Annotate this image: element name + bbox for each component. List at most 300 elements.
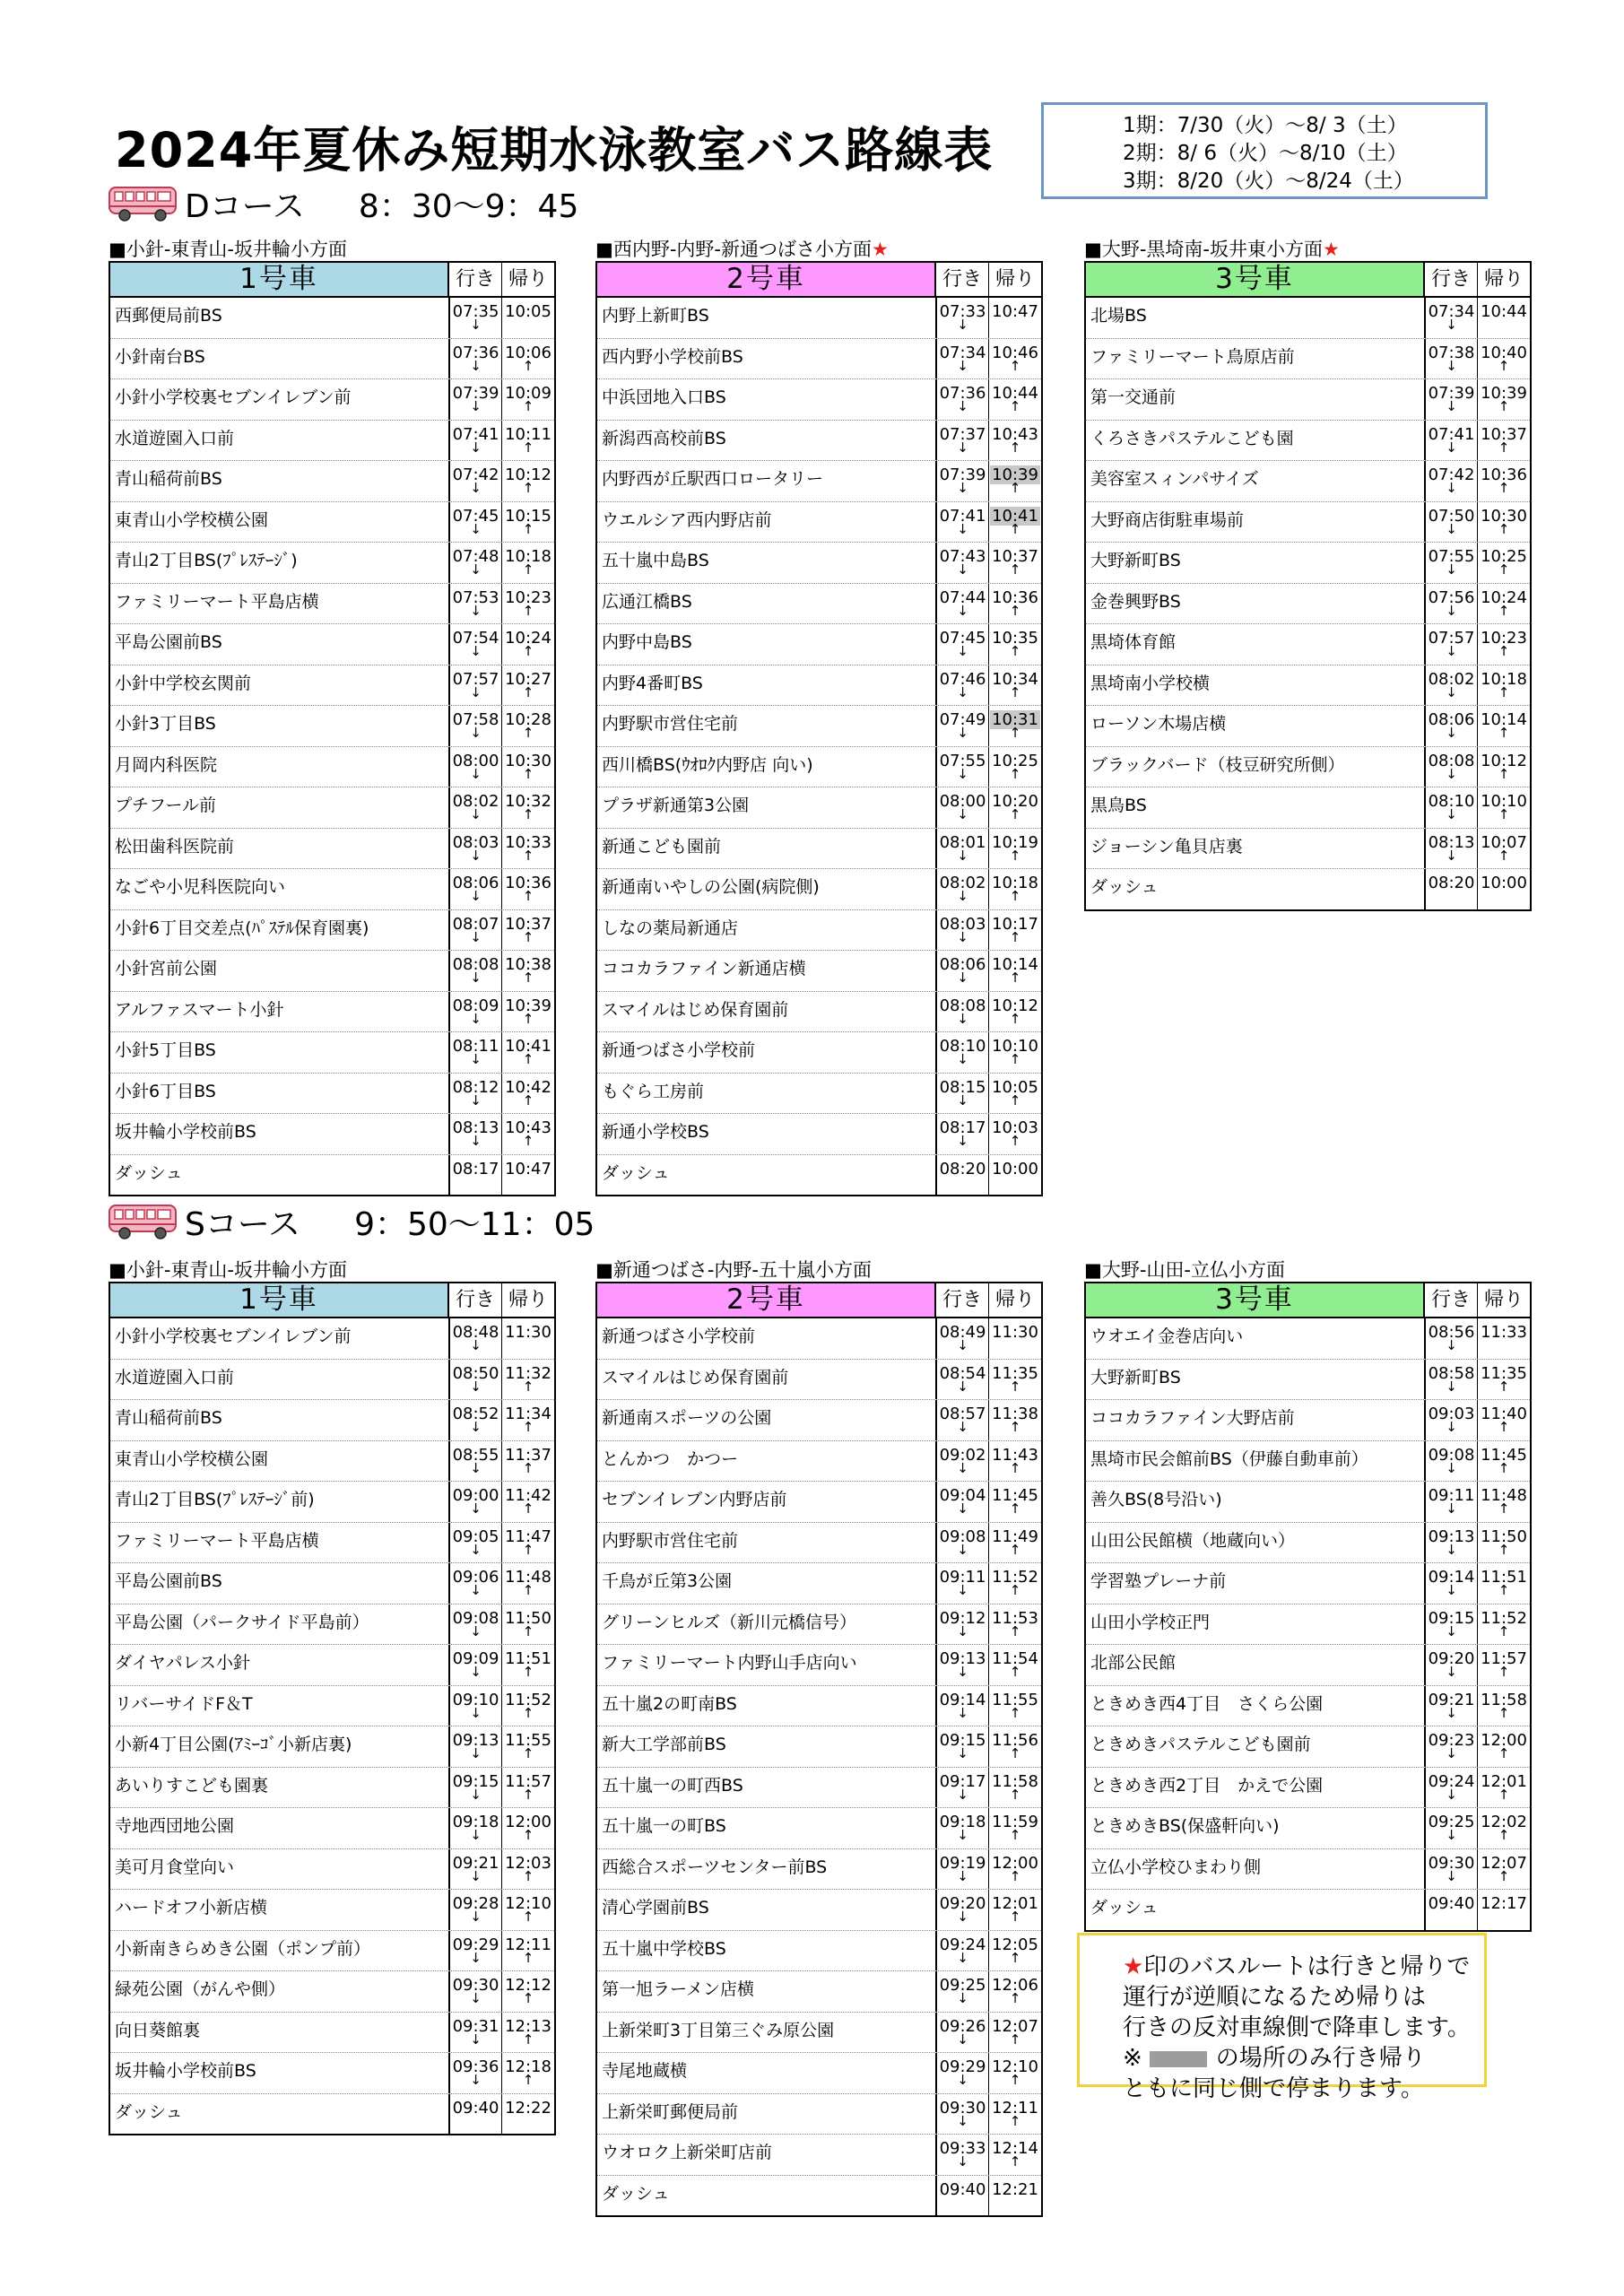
outbound-time: 08:58: [1428, 1363, 1475, 1383]
outbound-header: 行き: [936, 263, 989, 296]
return-time-cell: [989, 1605, 1041, 1645]
return-time: 10:30: [1481, 506, 1527, 526]
outbound-time: 07:45: [452, 506, 499, 526]
arrow-down-icon: ↓: [470, 847, 482, 864]
stop-row: [110, 1931, 554, 1972]
return-time-cell: [1478, 461, 1530, 501]
return-time-cell: [502, 624, 554, 665]
outbound-time: 08:15: [939, 1077, 986, 1097]
outbound-time-cell: [450, 1971, 502, 2012]
return-time: 10:14: [992, 955, 1038, 974]
arrow-down-icon: ↓: [470, 1664, 482, 1680]
return-time: 10:06: [505, 343, 551, 362]
stop-row: [597, 339, 1041, 380]
arrow-up-icon: ↑: [1009, 1664, 1021, 1680]
outbound-time-cell: [937, 1890, 989, 1930]
return-time-cell: [502, 2094, 554, 2135]
arrow-down-icon: ↓: [1446, 398, 1457, 414]
arrow-down-icon: ↓: [957, 520, 968, 537]
outbound-time: 07:57: [1428, 629, 1475, 648]
return-time-cell: [502, 543, 554, 583]
return-time: 12:10: [992, 2057, 1038, 2076]
outbound-time-cell: [450, 1074, 502, 1114]
route-label: [109, 238, 556, 261]
stop-name: 水道遊園入口前: [110, 421, 450, 461]
outbound-time-cell: [450, 421, 502, 461]
arrow-up-icon: ↑: [522, 847, 534, 864]
outbound-time: 07:42: [1428, 465, 1475, 484]
return-time: 10:41: [992, 506, 1038, 526]
outbound-time: 08:20: [1428, 874, 1475, 892]
return-time-cell: [502, 1808, 554, 1848]
outbound-time: 07:45: [939, 629, 986, 648]
stop-row: [110, 421, 554, 462]
bus-column: [109, 1258, 556, 2135]
arrow-down-icon: ↓: [1446, 1337, 1457, 1353]
outbound-time-cell: [1426, 1441, 1478, 1482]
outbound-time: 09:13: [1428, 1526, 1475, 1546]
return-time-cell: [989, 421, 1041, 461]
return-time: 10:31: [992, 710, 1038, 729]
return-time-cell: [1478, 1360, 1530, 1400]
arrow-up-icon: ↑: [1009, 1500, 1021, 1517]
stop-name: 内野駅市営住宅前: [597, 1523, 937, 1563]
return-time: 12:00: [992, 1853, 1038, 1873]
return-time-cell: [989, 1890, 1041, 1930]
stop-name: 新通南いやしの公園(病院側): [597, 869, 937, 909]
stop-row: [597, 1890, 1041, 1931]
outbound-time: 09:29: [452, 1935, 499, 1954]
return-time: 10:44: [992, 384, 1038, 403]
return-time: 12:06: [992, 1976, 1038, 1995]
return-time-cell: [502, 706, 554, 746]
arrow-up-icon: ↑: [1498, 1378, 1510, 1395]
return-time: 10:05: [505, 302, 551, 321]
stop-name: ダッシュ: [1086, 869, 1426, 909]
outbound-time-cell: [450, 951, 502, 991]
return-time: 12:11: [992, 2098, 1038, 2118]
outbound-time: 07:54: [452, 629, 499, 648]
bus-table-header: [597, 1283, 1041, 1318]
return-time-cell: [502, 1400, 554, 1440]
stop-name: ブラックバード（枝豆研究所側）: [1086, 747, 1426, 787]
return-time: 11:40: [1481, 1405, 1527, 1423]
outbound-time-cell: [937, 339, 989, 379]
arrow-down-icon: ↓: [957, 1909, 968, 1925]
arrow-up-icon: ↑: [1009, 602, 1021, 619]
stop-row: [110, 992, 554, 1033]
return-time-cell: [1478, 1605, 1530, 1645]
return-time-cell: [502, 584, 554, 624]
return-time: 12:01: [992, 1894, 1038, 1913]
outbound-time-cell: [450, 1890, 502, 1930]
outbound-time-cell: [937, 2135, 989, 2175]
arrow-down-icon: ↓: [957, 1867, 968, 1884]
period-3: 3期：8/20（火）～8/24（土）: [1123, 170, 1414, 193]
stop-name: ときめき西2丁目 かえで公園: [1086, 1768, 1426, 1808]
stop-name: 西総合スポーツセンター前BS: [597, 1849, 937, 1890]
outbound-time-cell: [450, 1114, 502, 1154]
stop-name: アルファスマート小針: [110, 992, 450, 1032]
outbound-time: 09:14: [1428, 1568, 1475, 1587]
stop-row: [597, 787, 1041, 829]
return-time: 12:01: [1481, 1771, 1527, 1791]
arrow-down-icon: ↓: [957, 928, 968, 945]
stop-name: スマイルはじめ保育園前: [597, 1360, 937, 1400]
outbound-time: 09:15: [452, 1771, 499, 1791]
route-label: [595, 238, 1043, 261]
arrow-down-icon: ↓: [470, 520, 482, 537]
return-time-cell: [502, 665, 554, 706]
arrow-up-icon: ↑: [522, 357, 534, 374]
stop-name: 寺地西団地公園: [110, 1808, 450, 1848]
route-star: ★: [1323, 239, 1340, 260]
outbound-time: 08:13: [452, 1118, 499, 1137]
stop-name: 平島公園前BS: [110, 624, 450, 665]
return-time: 11:43: [992, 1445, 1038, 1465]
outbound-time: 07:43: [939, 547, 986, 566]
stop-row: [597, 298, 1041, 339]
outbound-time-cell: [450, 706, 502, 746]
arrow-down-icon: ↓: [957, 1582, 968, 1598]
return-time-cell: [989, 2176, 1041, 2216]
return-time: 10:36: [505, 874, 551, 892]
arrow-down-icon: ↓: [957, 439, 968, 456]
stop-name: 黒鳥BS: [1086, 787, 1426, 828]
return-time-cell: [502, 1563, 554, 1604]
stop-row: [110, 461, 554, 502]
arrow-up-icon: ↑: [1009, 1949, 1021, 1966]
outbound-header: 行き: [449, 1283, 502, 1317]
outbound-time-cell: [1426, 1605, 1478, 1645]
stop-name: 小針宮前公園: [110, 951, 450, 991]
stop-row: [1086, 1645, 1530, 1686]
outbound-time-cell: [450, 1032, 502, 1073]
outbound-time-cell: [1426, 1768, 1478, 1808]
stop-name: 東青山小学校横公園: [110, 502, 450, 543]
return-time-cell: [1478, 1523, 1530, 1563]
bus-table: [1084, 261, 1532, 911]
outbound-time: 08:52: [452, 1405, 499, 1423]
stop-name: くろさきパステルこども園: [1086, 421, 1426, 461]
outbound-header: 行き: [1425, 1283, 1478, 1317]
outbound-time-cell: [450, 379, 502, 420]
outbound-time: 08:02: [1428, 669, 1475, 689]
return-time-cell: [1478, 1645, 1530, 1685]
stop-name: 上新栄町3丁目第三ぐみ原公園: [597, 2013, 937, 2053]
stop-row: [110, 1318, 554, 1360]
return-time-cell: [989, 1074, 1041, 1114]
return-time: 12:11: [505, 1935, 551, 1954]
stop-name: リバーサイドF＆T: [110, 1686, 450, 1726]
return-time-cell: [502, 992, 554, 1032]
bus-name: 2号車: [597, 263, 936, 296]
arrow-down-icon: ↓: [1446, 561, 1457, 578]
outbound-time-cell: [1426, 1523, 1478, 1563]
outbound-time: 09:04: [939, 1486, 986, 1505]
arrow-up-icon: ↑: [1009, 683, 1021, 700]
arrow-down-icon: ↓: [957, 317, 968, 333]
arrow-down-icon: ↓: [470, 561, 482, 578]
stop-name: 平島公園（パークサイド平島前）: [110, 1605, 450, 1645]
outbound-time: 09:18: [452, 1813, 499, 1831]
arrow-up-icon: ↑: [1009, 2031, 1021, 2048]
stop-row: [597, 1971, 1041, 2013]
return-time-cell: [502, 1645, 554, 1685]
outbound-time: 09:29: [939, 2057, 986, 2076]
outbound-time: 09:25: [939, 1976, 986, 1995]
outbound-time-cell: [1426, 1890, 1478, 1930]
arrow-up-icon: ↑: [1498, 683, 1510, 700]
stop-row: [110, 665, 554, 707]
return-header: 帰り: [508, 1289, 548, 1311]
outbound-time-cell: [1426, 1318, 1478, 1359]
stop-row: [597, 747, 1041, 788]
bus-column: [595, 238, 1043, 1196]
outbound-time-cell: [450, 829, 502, 869]
stop-name: 新通南スポーツの公園: [597, 1400, 937, 1440]
outbound-time: 09:31: [452, 2016, 499, 2036]
stop-row: [1086, 339, 1530, 380]
return-time-cell: [1478, 1563, 1530, 1604]
route-note: [1077, 1933, 1487, 2102]
outbound-time-cell: [450, 1155, 502, 1196]
outbound-time: 08:06: [452, 874, 499, 892]
stop-row: [597, 951, 1041, 992]
return-time-cell: [989, 747, 1041, 787]
arrow-up-icon: ↑: [1498, 1622, 1510, 1639]
outbound-time-cell: [937, 1768, 989, 1808]
stop-name: 大野新町BS: [1086, 1360, 1426, 1400]
outbound-time: 08:08: [1428, 751, 1475, 770]
stop-row: [110, 1032, 554, 1074]
bus-name: 1号車: [110, 1283, 449, 1317]
arrow-up-icon: ↑: [522, 398, 534, 414]
arrow-down-icon: ↓: [1446, 1827, 1457, 1843]
arrow-down-icon: ↓: [957, 480, 968, 496]
outbound-time: 09:26: [939, 2016, 986, 2036]
arrow-down-icon: ↓: [470, 2031, 482, 2048]
stop-row: [597, 910, 1041, 952]
stop-row: [110, 1074, 554, 1115]
stop-row: [597, 2013, 1041, 2054]
arrow-down-icon: ↓: [470, 1541, 482, 1558]
stop-row: [597, 1563, 1041, 1605]
stop-name: ダッシュ: [110, 2094, 450, 2135]
return-time-cell: [989, 1808, 1041, 1848]
outbound-time: 07:55: [1428, 547, 1475, 566]
bus-column: [109, 238, 556, 1196]
stop-row: [1086, 1318, 1530, 1360]
arrow-up-icon: ↑: [1498, 643, 1510, 659]
outbound-time-cell: [937, 1482, 989, 1522]
bus-name: 3号車: [1086, 1283, 1425, 1317]
return-time: 12:03: [505, 1853, 551, 1873]
return-time: 12:07: [1481, 1853, 1527, 1873]
arrow-down-icon: ↓: [470, 602, 482, 619]
stop-row: [110, 502, 554, 544]
arrow-down-icon: ↓: [957, 725, 968, 741]
route-text: ■小針-東青山-坂井輪小方面: [109, 1259, 347, 1281]
arrow-down-icon: ↓: [470, 643, 482, 659]
outbound-time: 09:19: [939, 1853, 986, 1873]
stop-row: [597, 1849, 1041, 1891]
stop-name: ダッシュ: [1086, 1890, 1426, 1930]
arrow-up-icon: ↑: [522, 1704, 534, 1721]
arrow-up-icon: ↑: [1009, 561, 1021, 578]
return-time: 11:48: [505, 1568, 551, 1587]
stop-name: 小針3丁目BS: [110, 706, 450, 746]
arrow-up-icon: ↑: [522, 1051, 534, 1067]
return-time: 11:35: [992, 1363, 1038, 1383]
outbound-time-cell: [450, 2013, 502, 2053]
stop-row: [110, 2013, 554, 2054]
arrow-down-icon: ↓: [470, 1827, 482, 1843]
return-time: 11:37: [505, 1445, 551, 1465]
return-time: 11:49: [992, 1526, 1038, 1546]
arrow-up-icon: ↑: [1498, 1664, 1510, 1680]
return-time-cell: [1478, 543, 1530, 583]
arrow-down-icon: ↓: [957, 561, 968, 578]
arrow-down-icon: ↓: [957, 1704, 968, 1721]
arrow-down-icon: ↓: [470, 1337, 482, 1353]
return-time: 12:10: [505, 1894, 551, 1913]
arrow-down-icon: ↓: [957, 602, 968, 619]
arrow-down-icon: ↓: [470, 1990, 482, 2006]
outbound-time-cell: [450, 1318, 502, 1359]
return-time-cell: [989, 1971, 1041, 2012]
outbound-time-cell: [1426, 543, 1478, 583]
stop-name: ジョーシン亀貝店裏: [1086, 829, 1426, 869]
outbound-time: 07:57: [452, 669, 499, 689]
stop-row: [1086, 869, 1530, 909]
return-time-cell: [989, 461, 1041, 501]
arrow-up-icon: ↑: [1009, 847, 1021, 864]
arrow-up-icon: ↑: [1009, 1704, 1021, 1721]
arrow-down-icon: ↓: [1446, 1500, 1457, 1517]
note-line-5: ともに同じ側で停まります。: [1123, 2075, 1424, 2102]
outbound-time: 09:08: [939, 1526, 986, 1546]
return-time-cell: [989, 1931, 1041, 1971]
stop-row: [110, 1971, 554, 2013]
arrow-down-icon: ↓: [470, 398, 482, 414]
stop-name: ハードオフ小新店横: [110, 1890, 450, 1930]
arrow-down-icon: ↓: [957, 765, 968, 782]
stop-name: 西内野小学校前BS: [597, 339, 937, 379]
arrow-down-icon: ↓: [1446, 520, 1457, 537]
stop-name: しなの薬局新通店: [597, 910, 937, 951]
return-time-cell: [502, 502, 554, 543]
outbound-time-cell: [450, 624, 502, 665]
return-time-cell: [989, 1523, 1041, 1563]
return-time: 10:40: [1481, 343, 1527, 362]
outbound-time: 09:02: [939, 1445, 986, 1465]
outbound-time: 09:13: [939, 1649, 986, 1668]
outbound-time-cell: [450, 298, 502, 338]
return-time: 11:45: [1481, 1445, 1527, 1465]
outbound-time-cell: [450, 1931, 502, 1971]
outbound-time: 07:50: [1428, 506, 1475, 526]
arrow-down-icon: ↓: [470, 888, 482, 904]
return-time: 10:38: [505, 955, 551, 974]
stop-name: 松田歯科医院前: [110, 829, 450, 869]
return-time-cell: [989, 829, 1041, 869]
outbound-time: 09:33: [939, 2139, 986, 2158]
outbound-time: 08:57: [939, 1405, 986, 1423]
return-time: 10:07: [1481, 832, 1527, 852]
stop-row: [110, 869, 554, 910]
stop-name: ローソン木場店横: [1086, 706, 1426, 746]
stop-name: 内野上新町BS: [597, 298, 937, 338]
stop-name: 坂井輪小学校前BS: [110, 2053, 450, 2093]
arrow-up-icon: ↑: [522, 1664, 534, 1680]
arrow-down-icon: ↓: [470, 1582, 482, 1598]
arrow-up-icon: ↑: [522, 970, 534, 986]
stop-name: もぐら工房前: [597, 1074, 937, 1114]
arrow-down-icon: ↓: [1446, 1459, 1457, 1476]
return-time: 10:24: [505, 629, 551, 648]
outbound-time: 07:55: [939, 751, 986, 770]
arrow-up-icon: ↑: [1009, 765, 1021, 782]
stop-row: [597, 1808, 1041, 1849]
stop-name: 小針6丁目交差点(ﾊﾟｽﾃﾙ保育園裏): [110, 910, 450, 951]
stop-row: [110, 1523, 554, 1564]
outbound-header: 行き: [449, 263, 502, 296]
stop-row: [597, 584, 1041, 625]
outbound-time: 08:49: [939, 1323, 986, 1342]
route-text: ■大野-山田-立仏小方面: [1084, 1259, 1285, 1281]
arrow-down-icon: ↓: [957, 1990, 968, 2006]
outbound-time-cell: [450, 2094, 502, 2135]
arrow-down-icon: ↓: [957, 1337, 968, 1353]
arrow-down-icon: ↓: [1446, 357, 1457, 374]
outbound-time-cell: [937, 1931, 989, 1971]
arrow-down-icon: ↓: [1446, 1582, 1457, 1598]
stop-name: 新通こども園前: [597, 829, 937, 869]
return-time: 11:45: [992, 1486, 1038, 1505]
route-text: ■大野-黒埼南-坂井東小方面: [1084, 239, 1323, 260]
return-time: 11:55: [992, 1690, 1038, 1709]
stop-name: 小新4丁目公園(ｱﾐｰｺﾞ小新店裏): [110, 1726, 450, 1767]
outbound-time-cell: [937, 787, 989, 828]
outbound-time-cell: [450, 1482, 502, 1522]
outbound-time-cell: [1426, 1849, 1478, 1890]
stop-row: [1086, 1563, 1530, 1605]
arrow-down-icon: ↓: [957, 1133, 968, 1149]
arrow-up-icon: ↑: [522, 1010, 534, 1027]
bus-column: [1084, 1258, 1532, 1932]
outbound-time-cell: [937, 869, 989, 909]
arrow-down-icon: ↓: [957, 1745, 968, 1761]
arrow-down-icon: ↓: [1446, 1664, 1457, 1680]
outbound-time-cell: [937, 624, 989, 665]
arrow-up-icon: ↑: [522, 806, 534, 822]
return-time-cell: [1478, 787, 1530, 828]
return-time: 10:17: [992, 914, 1038, 934]
stop-row: [110, 624, 554, 665]
arrow-up-icon: ↑: [522, 643, 534, 659]
arrow-down-icon: ↓: [470, 1051, 482, 1067]
arrow-up-icon: ↑: [1009, 1786, 1021, 1803]
return-time-cell: [989, 1032, 1041, 1073]
return-time-cell: [989, 1400, 1041, 1440]
arrow-down-icon: ↓: [957, 806, 968, 822]
note-star: ★: [1123, 1953, 1144, 1980]
arrow-down-icon: ↓: [1446, 765, 1457, 782]
arrow-up-icon: ↑: [1009, 1541, 1021, 1558]
outbound-time: 09:11: [939, 1568, 986, 1587]
stop-name: 大野新町BS: [1086, 543, 1426, 583]
